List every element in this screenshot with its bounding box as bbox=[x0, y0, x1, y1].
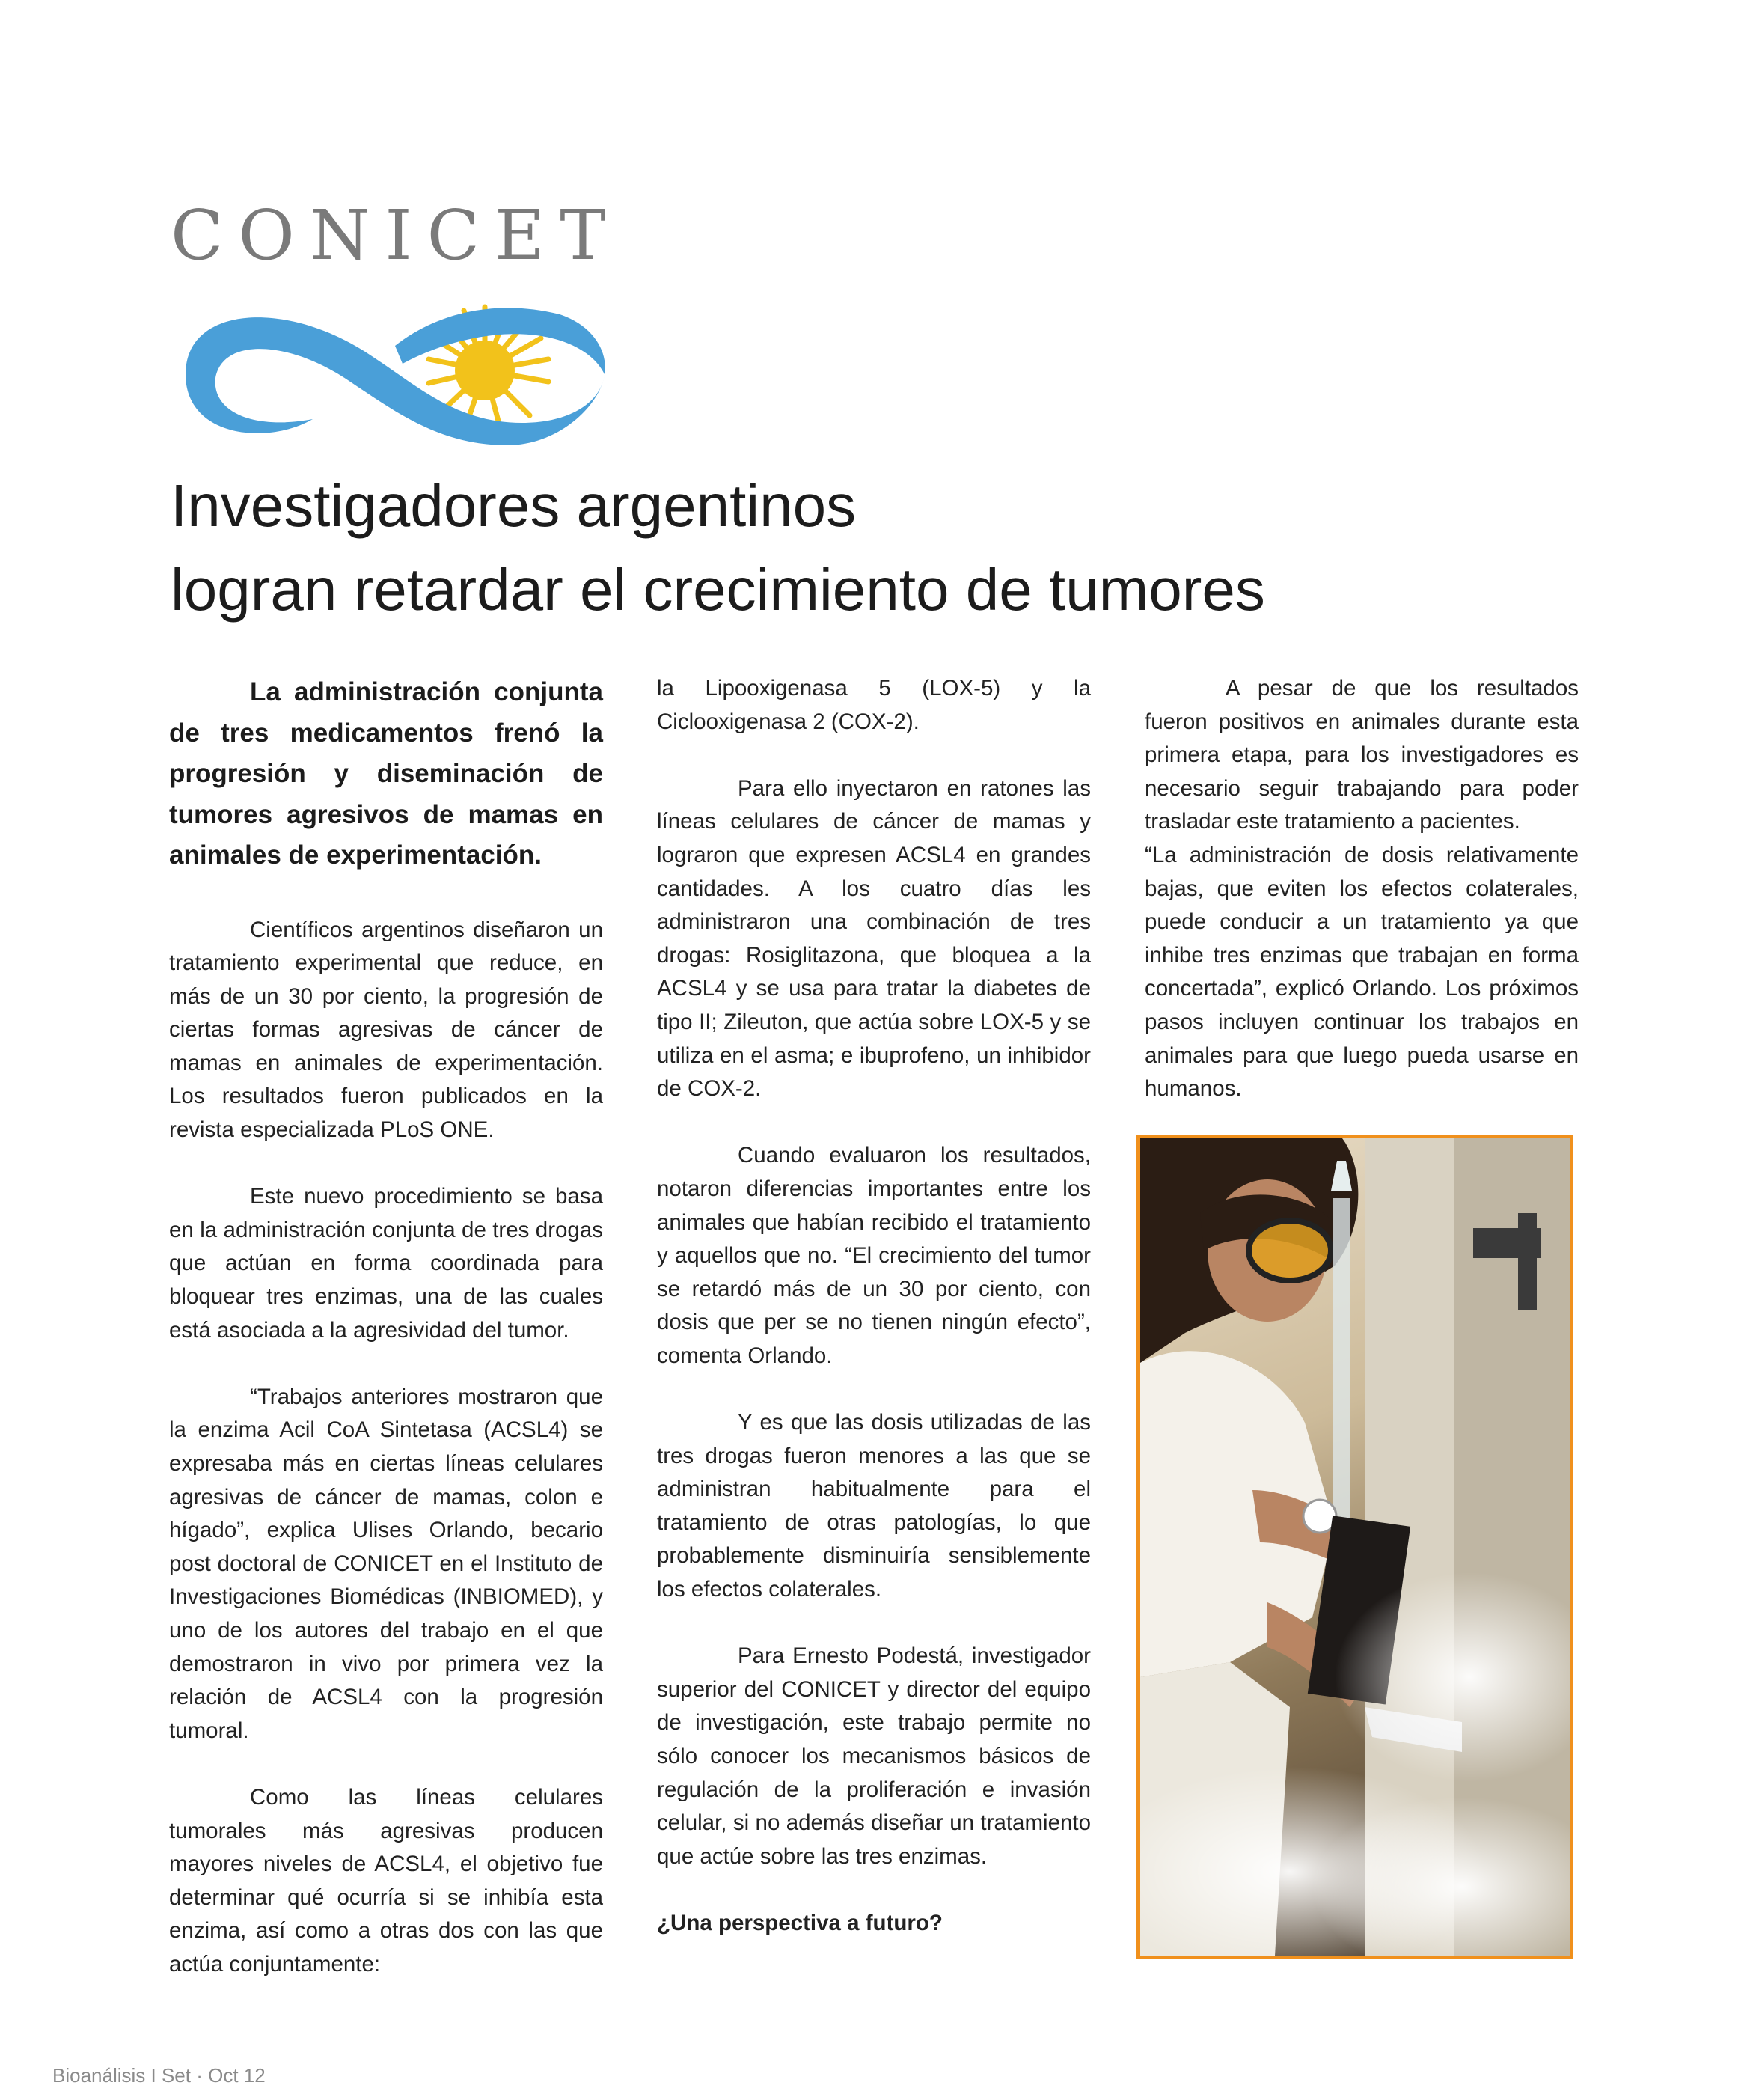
title-line-1: Investigadores argentinos bbox=[171, 472, 857, 539]
lead-paragraph: La administración conjunta de tres medicamentos frenó la progresión y diseminación de tumores agresivos de mamas en animales de experimentación. bbox=[169, 677, 603, 870]
paragraph: “Trabajos anteriores mostraron que la enzima Acil CoA Sintetasa (ACSL4) se expresaba más en ciertas líneas celulares agresivas de cáncer de mamas, colon e hígado”, explica Ulises Orlando, becario post doctoral de CONICET en el Instituto de Investigaciones Biomédicas (INBIOMED), y uno de los autores del trabajo en el que demostraron in vivo por primera vez la relación de ACSL4 con la progresión tumoral. bbox=[169, 1384, 603, 1743]
lab-scene-illustration bbox=[1140, 1138, 1570, 1956]
title-line-2: logran retardar el crecimiento de tumores bbox=[171, 556, 1265, 623]
paragraph: Y es que las dosis utilizadas de las tres drogas fueron menores a las que se administran habitualmente para el tratamiento de otras patologías, lo que probablemente disminuiría sensiblemente los efectos colaterales. bbox=[657, 1410, 1091, 1602]
article-title bbox=[171, 464, 1592, 632]
paragraph: Este nuevo procedimiento se basa en la administración conjunta de tres drogas que actúan en forma coordinada para bloquear tres enzimas, una de las cuales está asociada a la agresividad del tumor. bbox=[169, 1184, 603, 1343]
paragraph: Científicos argentinos diseñaron un tratamiento experimental que reduce, en más de un 30 por ciento, la progresión de ciertas formas agresivas de cáncer de mamas en animales de experimentación. Los resultados fueron publicados en la revista especializada PLoS ONE. bbox=[169, 917, 603, 1143]
conicet-logo bbox=[171, 187, 621, 457]
column-3 bbox=[1145, 672, 1579, 1139]
paragraph: A pesar de que los resultados fueron positivos en animales durante esta primera etapa, para los investigadores es necesario seguir trabajando para poder trasladar este tratamiento a pacientes. bbox=[1145, 676, 1579, 834]
paragraph: Para ello inyectaron en ratones las líneas celulares de cáncer de mamas y lograron que expresen ACSL4 en grandes cantidades. A los cuatro días les administraron una combinación de tres drogas: Rosiglitazona, que bloquea a la ACSL4 y se usa para tratar la diabetes de tipo II; Zileuton, que actúa sobre LOX-5 y se utiliza en el asma; e ibuprofeno, un inhibidor de COX-2. bbox=[657, 775, 1091, 1102]
paragraph: Cuando evaluaron los resultados, notaron diferencias importantes entre los animales que habían recibido el tratamiento y aquellos que no. “El crecimiento del tumor se retardó más de un 30 por ciento, con dosis que per se no tienen ningún efecto”, comenta Orlando. bbox=[657, 1143, 1091, 1368]
logo-wordmark: CONICET bbox=[171, 195, 621, 275]
paragraph: la Lipooxigenasa 5 (LOX-5) y la Ciclooxigenasa 2 (COX-2). bbox=[657, 676, 1091, 734]
paragraph: Como las líneas celulares tumorales más agresivas producen mayores niveles de ACSL4, el objetivo fue determinar qué ocurría si se inhibía esta enzima, así como a otras dos con las que actúa conjuntamente: bbox=[169, 1784, 603, 1977]
paragraph: “La administración de dosis relativamente bajas, que eviten los efectos colaterales, puede conducir a un tratamiento ya que inhibe tres enzimas que trabajan en forma concertada”, explicó Orlando. Los próximos pasos incluyen continuar los trabajos en animales para que luego pueda usarse en humanos. bbox=[1145, 842, 1579, 1102]
infinity-sun-logo-icon bbox=[171, 292, 616, 453]
column-2 bbox=[657, 672, 1091, 1974]
page-footer: Bioanálisis I Set · Oct 12 bbox=[52, 2064, 266, 2087]
column-1 bbox=[169, 672, 603, 2015]
section-subheading: ¿Una perspectiva a futuro? bbox=[657, 1910, 943, 1935]
paragraph: Para Ernesto Podestá, investigador superior del CONICET y director del equipo de investigación, este trabajo permite no sólo conocer los mecanismos básicos de regulación de la proliferación e invasión celular, si no además diseñar un tratamiento que actúe sobre las tres enzimas. bbox=[657, 1643, 1091, 1869]
lab-researcher-photo bbox=[1136, 1135, 1573, 1959]
